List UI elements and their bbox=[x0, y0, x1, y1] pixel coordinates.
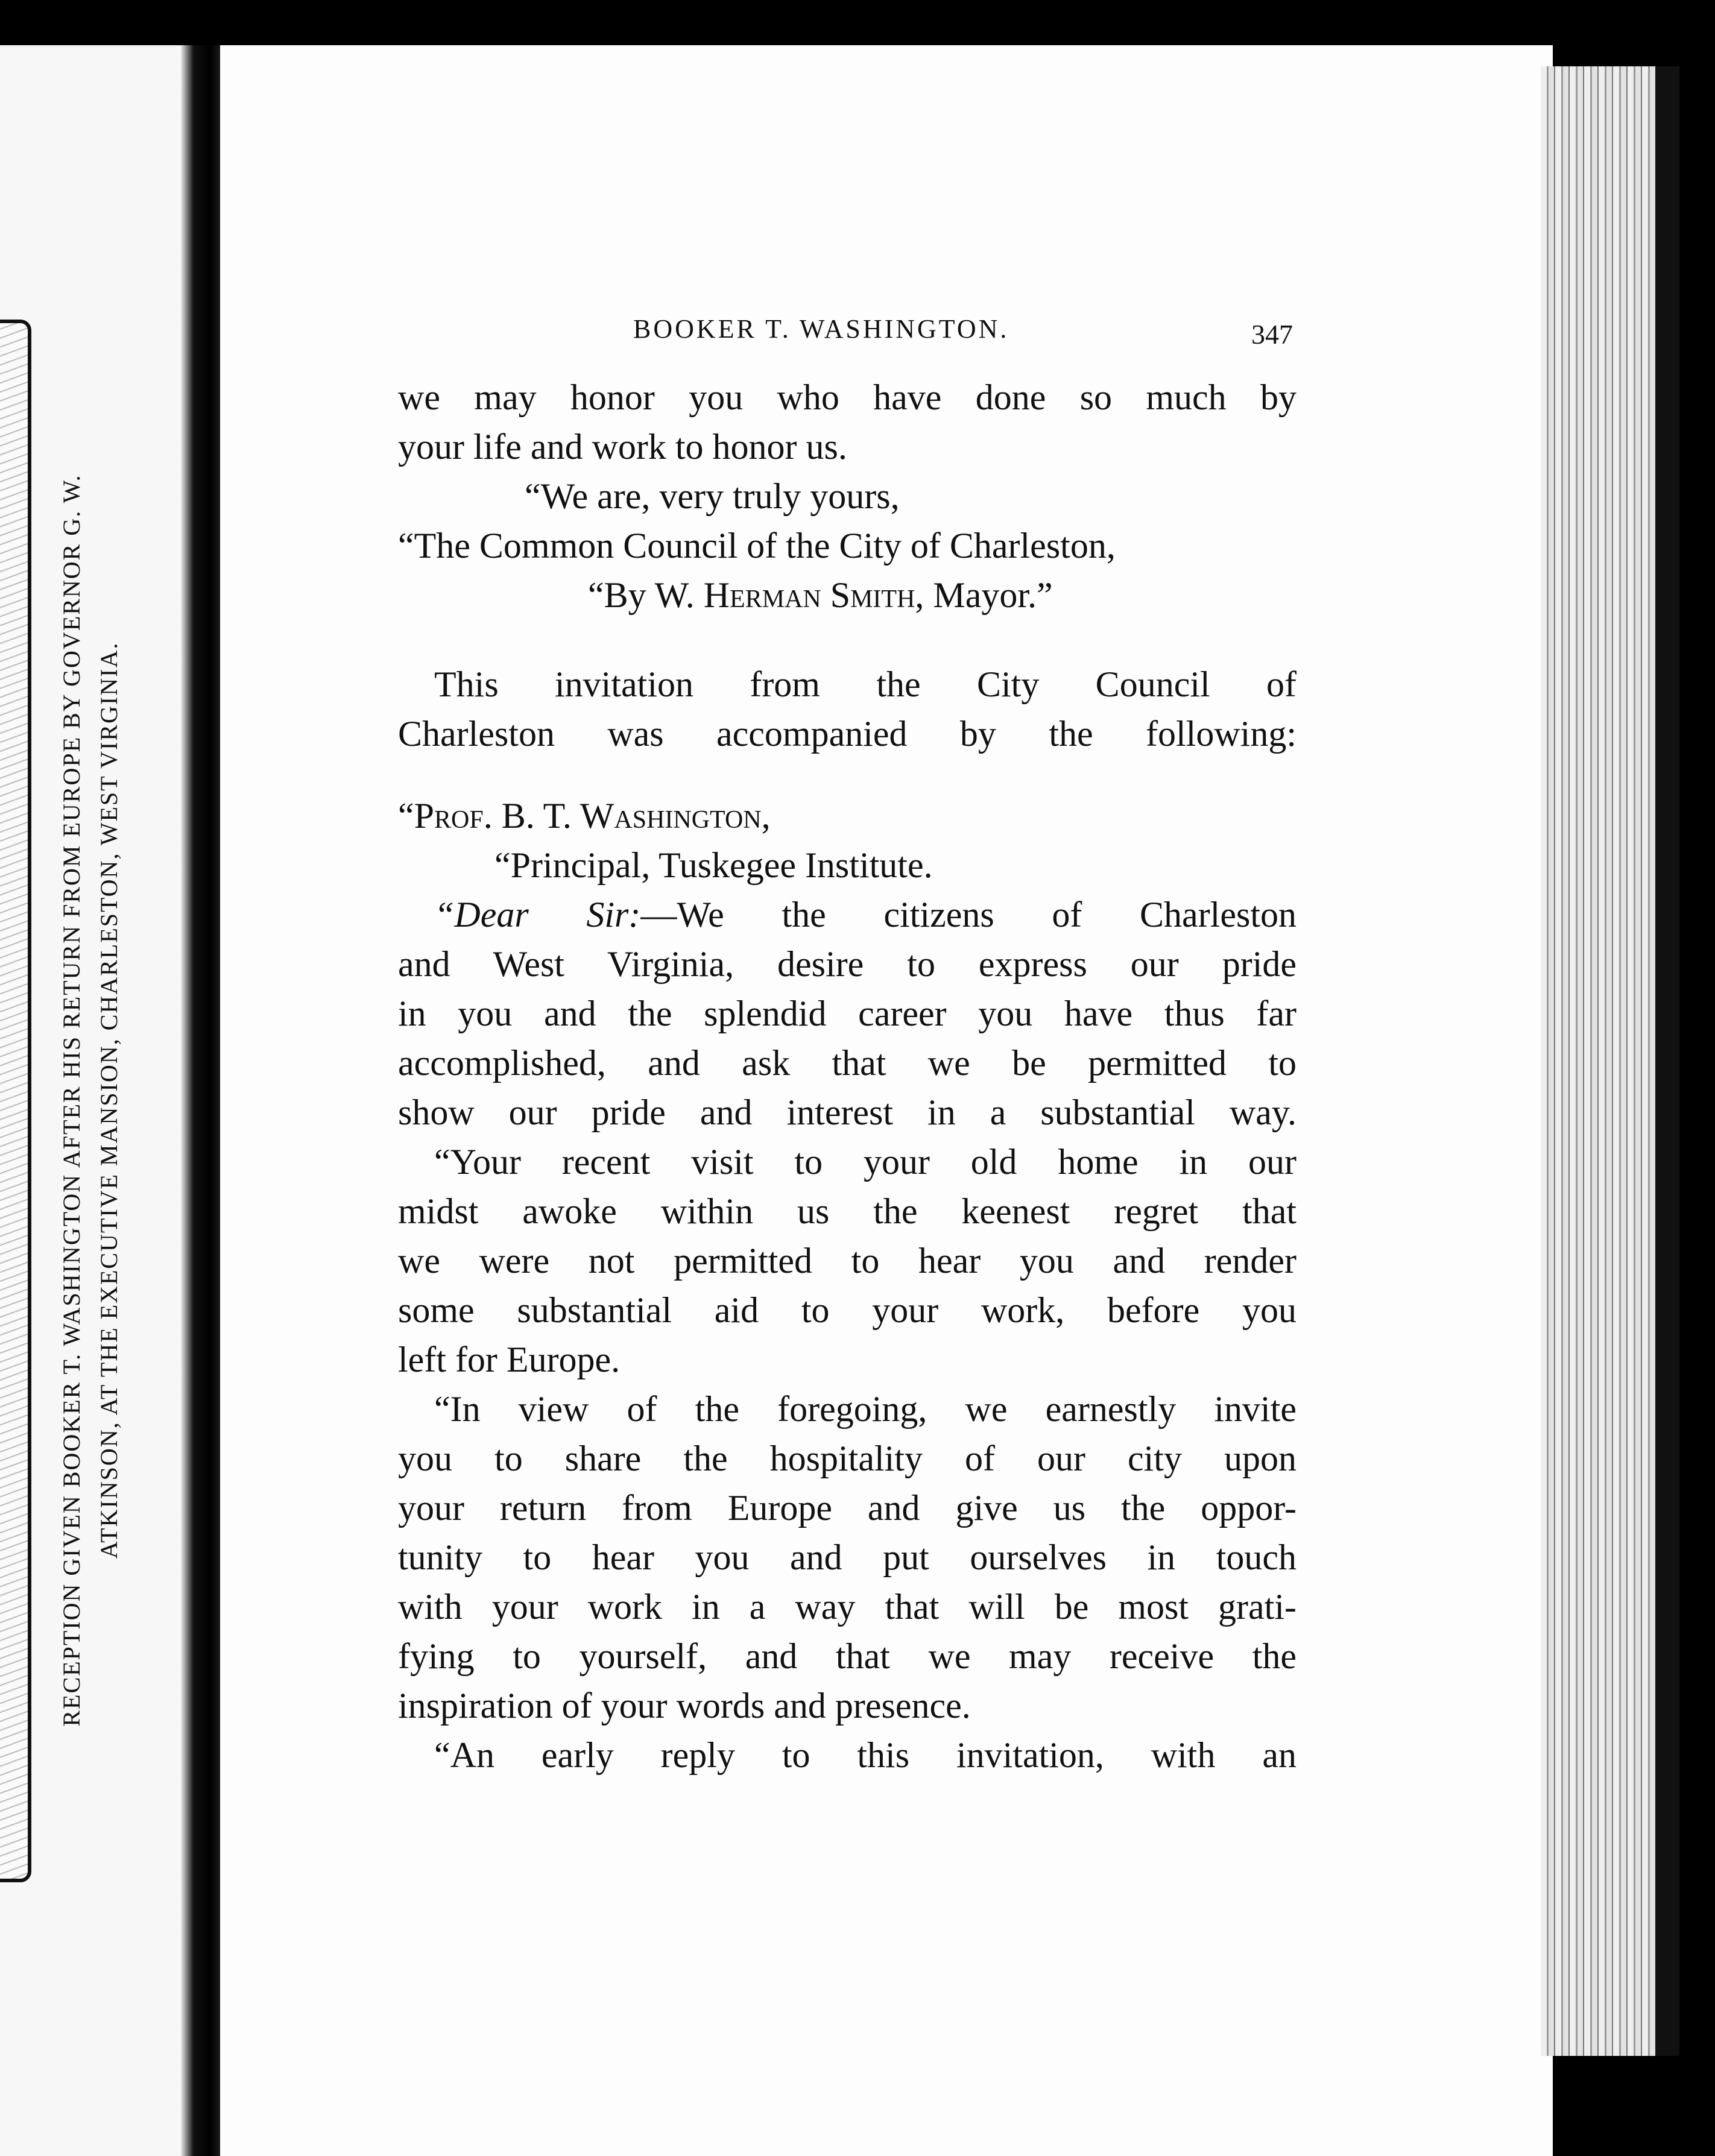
plate-caption bbox=[53, 329, 144, 1872]
book-gutter bbox=[181, 45, 223, 2156]
letter-address bbox=[398, 791, 1297, 840]
letter-salutation-line bbox=[398, 890, 1297, 939]
text-line: show our pride and interest in a substantial way. bbox=[398, 1092, 1297, 1132]
address-quote: “ bbox=[398, 796, 414, 836]
letter-closing: “We are, very truly yours, bbox=[525, 476, 900, 516]
text-line: inspiration of your words and presence. bbox=[398, 1686, 971, 1726]
text-line: in you and the splendid career you have thus far bbox=[398, 994, 1297, 1033]
text-line: some substantial aid to your work, before you bbox=[398, 1290, 1297, 1330]
running-head: BOOKER T. WASHINGTON. bbox=[633, 314, 1009, 344]
text-line: “Your recent visit to your old home in our bbox=[434, 1142, 1297, 1182]
text-line: with your work in a way that will be most grati- bbox=[398, 1587, 1297, 1627]
facing-plate-page bbox=[0, 45, 181, 2156]
plate-illustration-edge bbox=[0, 320, 31, 1882]
text-line: left for Europe. bbox=[398, 1340, 621, 1379]
signature-prefix: “By W. bbox=[588, 575, 704, 615]
salutation: “Dear Sir: bbox=[434, 895, 641, 935]
address-name: Prof. B. T. Washington, bbox=[414, 796, 771, 836]
text-line: midst awoke within us the keenest regret that bbox=[398, 1191, 1297, 1231]
page-number: 347 bbox=[1251, 319, 1293, 350]
text-line: fying to yourself, and that we may receive the bbox=[398, 1636, 1297, 1676]
text-line: we may honor you who have done so much by bbox=[398, 377, 1297, 417]
plate-caption-line-1: RECEPTION GIVEN BOOKER T. WASHINGTON AFTER HIS RETURN FROM EUROPE BY GOVERNOR G. W. bbox=[58, 474, 85, 1727]
text-line: tunity to hear you and put ourselves in touch bbox=[398, 1537, 1297, 1577]
text-line: you to share the hospitality of our city upon bbox=[398, 1439, 1297, 1478]
text-line: accomplished, and ask that we be permitted to bbox=[398, 1043, 1297, 1083]
letter-address-title: “Principal, Tuskegee Institute. bbox=[494, 845, 933, 885]
page-edges bbox=[1541, 66, 1655, 2056]
text-line: “An early reply to this invitation, with an bbox=[434, 1735, 1297, 1775]
plate-caption-line-2: ATKINSON, AT THE EXECUTIVE MANSION, CHARLESTON, WEST VIRGINIA. bbox=[95, 641, 122, 1559]
page-body bbox=[398, 373, 1297, 1780]
salutation-rest: —We the citizens of Charleston bbox=[640, 895, 1297, 935]
text-line: your return from Europe and give us the oppor- bbox=[398, 1488, 1297, 1528]
text-line: and West Virginia, desire to express our pride bbox=[398, 944, 1297, 984]
letter-signatory: “The Common Council of the City of Charleston, bbox=[398, 526, 1116, 566]
text-line: This invitation from the City Council of bbox=[434, 664, 1297, 704]
signature-name: Herman Smith bbox=[703, 575, 915, 615]
signature-suffix: , Mayor.” bbox=[915, 575, 1053, 615]
text-line: your life and work to honor us. bbox=[398, 427, 847, 467]
text-line: we were not permitted to hear you and render bbox=[398, 1241, 1297, 1281]
text-line: Charleston was accompanied by the following: bbox=[398, 714, 1297, 754]
letter-signature bbox=[398, 570, 1297, 620]
text-line: “In view of the foregoing, we earnestly invite bbox=[434, 1389, 1297, 1429]
